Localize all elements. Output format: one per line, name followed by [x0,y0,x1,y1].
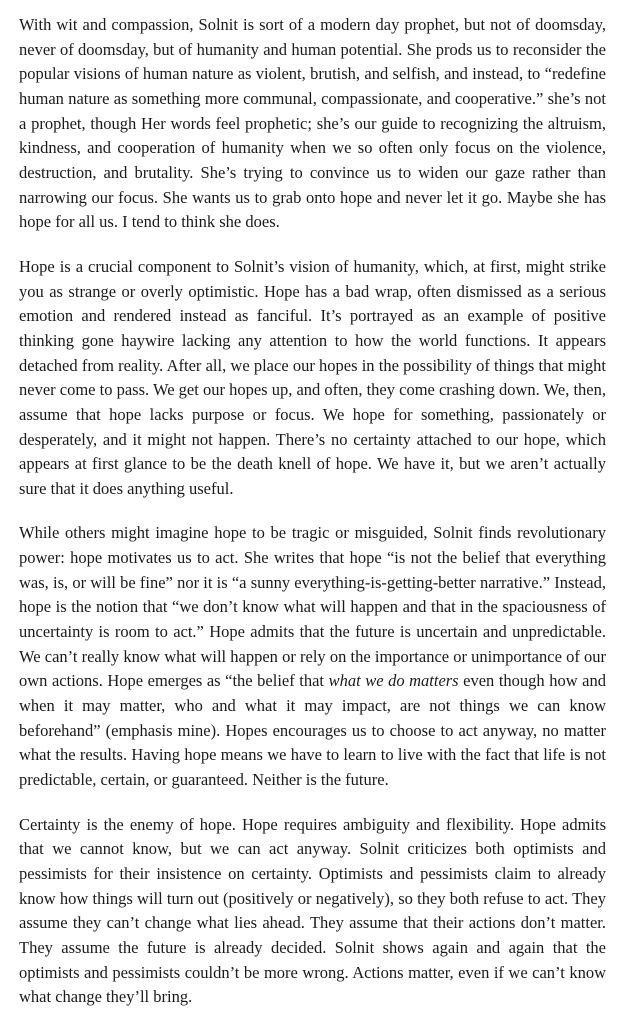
text-run: While others might imagine hope to be tragic or misguided, Solnit finds revolutionary power: hope motivates us to act. She writes that hope “is not the belief that everything was, is, or will be fine” nor it is “a sunny everything-is-getting-better narrative.” Instead, hope is the notion that “we don’t know what will happen and that in the spaciousness of uncertainty is room to act.” Hope admits that the future is uncertain and unpredictable. We can’t really know what will happen or rely on the importance or unimportance of our own actions. Hope emerges as “the belief that [19,523,606,691]
paragraph-2 [19,255,606,502]
text-run: Certainty is the enemy of hope. Hope requires ambiguity and flexibility. Hope admits that we cannot know, but we can act anyway. Solnit criticizes both optimists and pessimists for their insistence on certainty. Optimists and pessimists claim to already know how things will turn out (positively or negatively), so they both refuse to act. They assume they can’t change what lies ahead. They assume that their actions don’t matter. They assume the future is already decided. Solnit shows again and again that the optimists and pessimists couldn’t be more wrong. Actions matter, even if we can’t know what change they’ll bring. [19,814,606,1007]
emphasis-text: what we do matters [328,671,459,691]
paragraph-4 [19,813,606,1010]
paragraph-1 [19,13,606,235]
text-run: With wit and compassion, Solnit is sort of a modern day prophet, but not of doomsday, never of doomsday, but of humanity and human potential. She prods us to reconsider the popular visions of human nature as violent, brutish, and selfish, and instead, to “redefine human nature as something more communal, compassionate, and cooperative.” she’s not a prophet, though Her words feel prophetic; she’s our guide to recognizing the altruism, kindness, and cooperation of humanity when we so often only focus on the violence, destruction, and brutality. She’s trying to convince us to widen our gaze rather than narrowing our focus. She wants us to grab onto hope and never let it go. Maybe she has hope for all us. I tend to think she does. [19,15,606,232]
text-run: Hope is a crucial component to Solnit’s vision of humanity, which, at first, might strike you as strange or overly optimistic. Hope has a bad wrap, often dismissed as a serious emotion and rendered instead as fanciful. It’s portrayed as an example of positive thinking gone haywire lacking any attention to how the world functions. It appears detached from reality. After all, we place our hopes in the possibility of things that might never come to pass. We get our hopes up, and often, they come crashing down. We, then, assume that hope lacks purpose or focus. We hope for something, passionately or desperately, and it might not happen. There’s no certainty attached to our hope, which appears at first glance to be the death knell of hope. We have it, but we aren’t actually sure that it does anything useful. [19,256,606,498]
paragraph-3 [19,521,606,792]
text-run: even though how and when it may matter, who and what it may impact, are not things we can know beforehand” (emphasis mine). Hopes encourages us to choose to act anyway, no matter what the results. Having hope means we have to learn to live with the fact that life is not predictable, certain, or guaranteed. Neither is the future. [19,671,606,790]
